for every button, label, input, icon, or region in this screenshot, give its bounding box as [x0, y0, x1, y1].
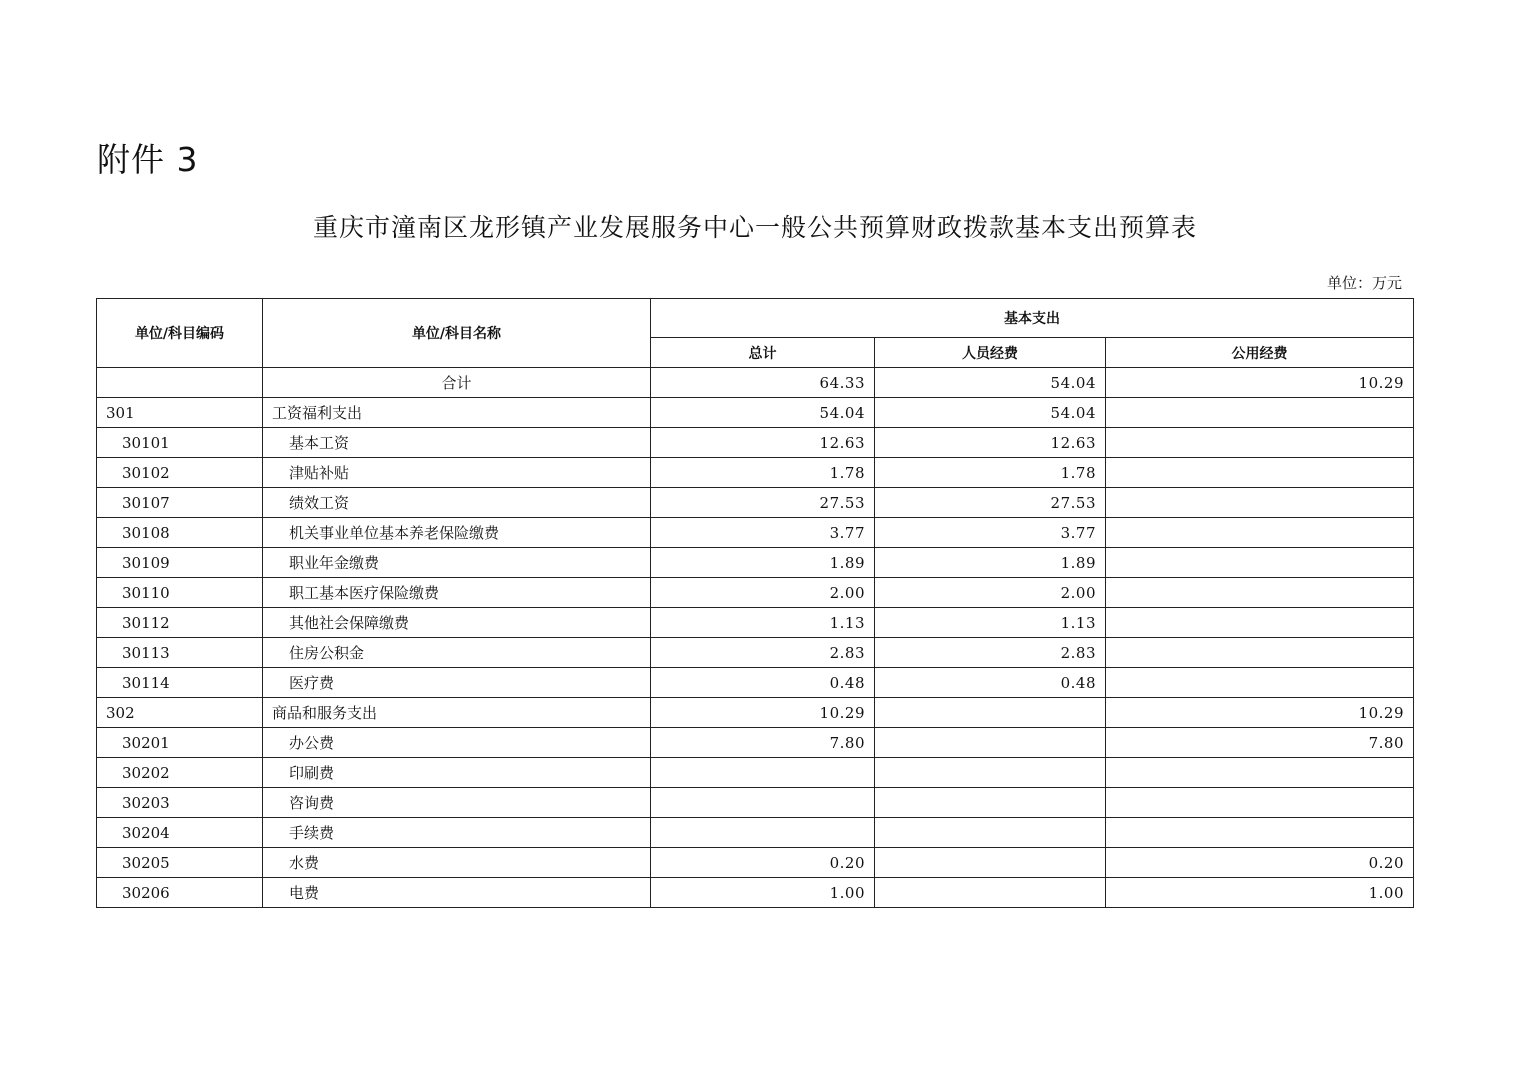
cell-total: 1.13	[651, 608, 875, 638]
table-row	[97, 608, 1414, 638]
cell-public: 1.00	[1106, 878, 1414, 908]
table-row	[97, 548, 1414, 578]
header-personnel: 人员经费	[875, 338, 1106, 368]
cell-personnel: 2.00	[875, 578, 1106, 608]
table-row	[97, 638, 1414, 668]
cell-public	[1106, 788, 1414, 818]
table-row	[97, 878, 1414, 908]
cell-public	[1106, 638, 1414, 668]
cell-public: 10.29	[1106, 368, 1414, 398]
cell-personnel: 2.83	[875, 638, 1106, 668]
cell-personnel: 54.04	[875, 368, 1106, 398]
header-code: 单位/科目编码	[97, 299, 263, 368]
budget-table	[96, 298, 1414, 908]
cell-total: 1.00	[651, 878, 875, 908]
cell-personnel	[875, 698, 1106, 728]
cell-total: 7.80	[651, 728, 875, 758]
table-row	[97, 818, 1414, 848]
unit-label: 单位：万元	[1326, 274, 1402, 292]
cell-personnel: 12.63	[875, 428, 1106, 458]
table-row	[97, 398, 1414, 428]
cell-code: 30101	[97, 428, 263, 458]
cell-public	[1106, 458, 1414, 488]
table-row	[97, 578, 1414, 608]
cell-public: 0.20	[1106, 848, 1414, 878]
cell-public	[1106, 818, 1414, 848]
cell-public	[1106, 578, 1414, 608]
cell-name: 咨询费	[263, 788, 651, 818]
cell-code	[97, 368, 263, 398]
cell-public	[1106, 428, 1414, 458]
cell-name: 商品和服务支出	[263, 698, 651, 728]
cell-name: 津贴补贴	[263, 458, 651, 488]
table-row	[97, 848, 1414, 878]
cell-name: 办公费	[263, 728, 651, 758]
cell-personnel: 0.48	[875, 668, 1106, 698]
header-public: 公用经费	[1106, 338, 1414, 368]
cell-total: 1.78	[651, 458, 875, 488]
cell-personnel	[875, 878, 1106, 908]
cell-code: 30109	[97, 548, 263, 578]
cell-public: 7.80	[1106, 728, 1414, 758]
table-row	[97, 758, 1414, 788]
cell-total	[651, 758, 875, 788]
cell-name: 其他社会保障缴费	[263, 608, 651, 638]
cell-total: 27.53	[651, 488, 875, 518]
header-total: 总计	[651, 338, 875, 368]
annex-label: 附件 3	[97, 140, 199, 179]
cell-personnel: 54.04	[875, 398, 1106, 428]
cell-name: 工资福利支出	[263, 398, 651, 428]
cell-public	[1106, 488, 1414, 518]
cell-code: 30107	[97, 488, 263, 518]
cell-code: 302	[97, 698, 263, 728]
cell-code: 30110	[97, 578, 263, 608]
cell-personnel: 27.53	[875, 488, 1106, 518]
page-title: 重庆市潼南区龙形镇产业发展服务中心一般公共预算财政拨款基本支出预算表	[312, 213, 1197, 242]
table-row	[97, 488, 1414, 518]
table-row	[97, 728, 1414, 758]
cell-code: 30114	[97, 668, 263, 698]
cell-name: 水费	[263, 848, 651, 878]
cell-total: 10.29	[651, 698, 875, 728]
cell-public	[1106, 518, 1414, 548]
header-basic-expenditure: 基本支出	[651, 299, 1414, 338]
cell-name: 住房公积金	[263, 638, 651, 668]
cell-name: 机关事业单位基本养老保险缴费	[263, 518, 651, 548]
cell-total: 0.20	[651, 848, 875, 878]
table-row	[97, 698, 1414, 728]
table-row-total	[97, 368, 1414, 398]
cell-total	[651, 788, 875, 818]
cell-code: 30206	[97, 878, 263, 908]
cell-total	[651, 818, 875, 848]
cell-name: 医疗费	[263, 668, 651, 698]
cell-personnel: 1.78	[875, 458, 1106, 488]
cell-personnel	[875, 728, 1106, 758]
cell-total: 1.89	[651, 548, 875, 578]
cell-code: 30204	[97, 818, 263, 848]
cell-personnel: 3.77	[875, 518, 1106, 548]
table-row	[97, 428, 1414, 458]
cell-total: 12.63	[651, 428, 875, 458]
cell-name: 职业年金缴费	[263, 548, 651, 578]
table-row	[97, 458, 1414, 488]
cell-code: 30113	[97, 638, 263, 668]
cell-name: 手续费	[263, 818, 651, 848]
cell-name: 合计	[263, 368, 651, 398]
cell-personnel: 1.89	[875, 548, 1106, 578]
cell-name: 电费	[263, 878, 651, 908]
cell-public	[1106, 758, 1414, 788]
cell-code: 30201	[97, 728, 263, 758]
cell-total: 2.83	[651, 638, 875, 668]
cell-code: 30112	[97, 608, 263, 638]
cell-personnel	[875, 758, 1106, 788]
cell-total: 0.48	[651, 668, 875, 698]
cell-personnel: 1.13	[875, 608, 1106, 638]
cell-code: 30203	[97, 788, 263, 818]
cell-public	[1106, 608, 1414, 638]
cell-total: 2.00	[651, 578, 875, 608]
cell-code: 30202	[97, 758, 263, 788]
cell-personnel	[875, 848, 1106, 878]
cell-public	[1106, 398, 1414, 428]
cell-name: 绩效工资	[263, 488, 651, 518]
cell-code: 301	[97, 398, 263, 428]
cell-public	[1106, 548, 1414, 578]
table-row	[97, 668, 1414, 698]
table-body	[97, 368, 1414, 908]
cell-total: 3.77	[651, 518, 875, 548]
cell-personnel	[875, 818, 1106, 848]
cell-public	[1106, 668, 1414, 698]
cell-personnel	[875, 788, 1106, 818]
cell-name: 印刷费	[263, 758, 651, 788]
cell-total: 64.33	[651, 368, 875, 398]
cell-name: 职工基本医疗保险缴费	[263, 578, 651, 608]
table-row	[97, 788, 1414, 818]
cell-name: 基本工资	[263, 428, 651, 458]
cell-total: 54.04	[651, 398, 875, 428]
cell-code: 30108	[97, 518, 263, 548]
header-name: 单位/科目名称	[263, 299, 651, 368]
cell-public: 10.29	[1106, 698, 1414, 728]
cell-code: 30102	[97, 458, 263, 488]
table-header	[97, 299, 1414, 368]
table-row	[97, 518, 1414, 548]
cell-code: 30205	[97, 848, 263, 878]
